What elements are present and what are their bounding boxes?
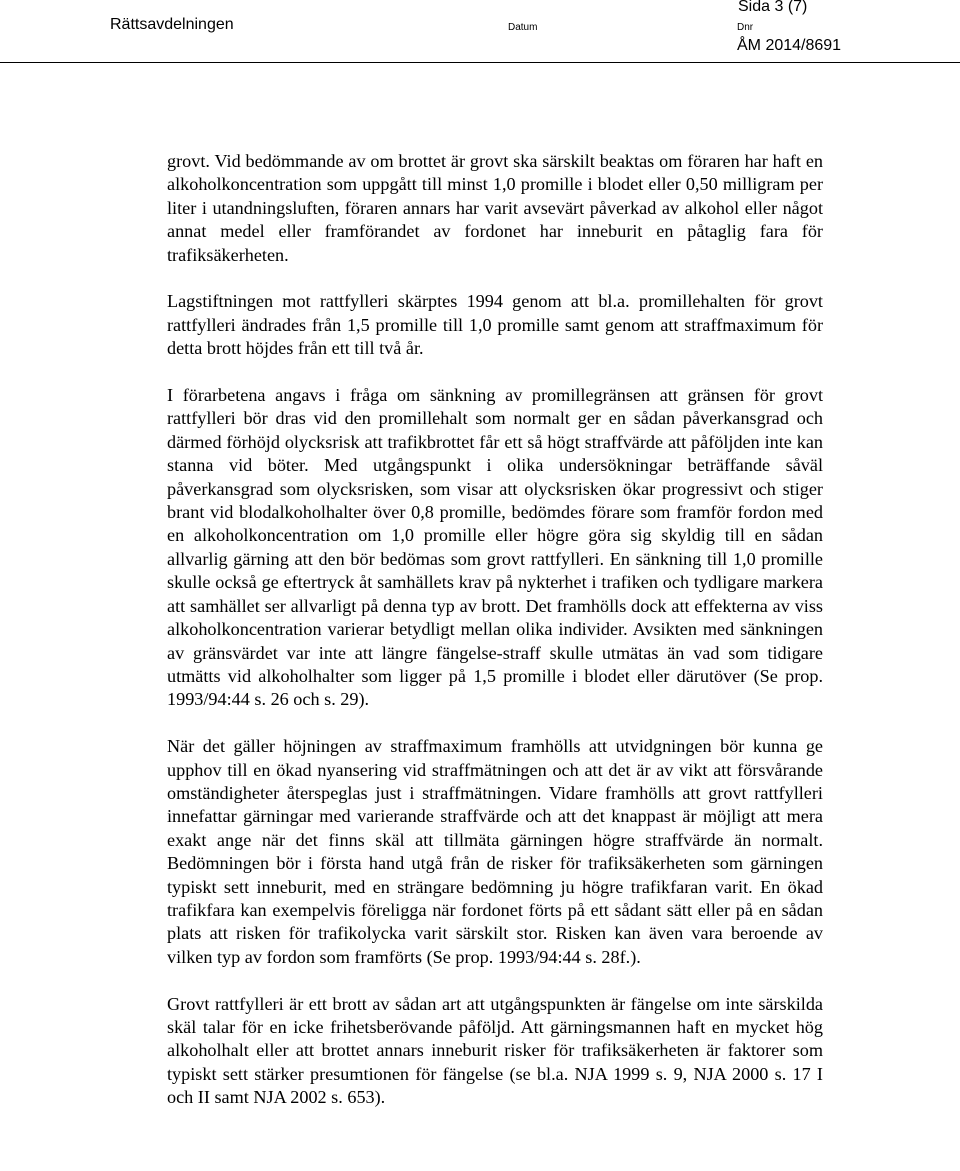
dnr-label: Dnr (737, 22, 754, 33)
page-header (0, 0, 960, 64)
paragraph-forarbeten-promillegrans: I förarbetena angavs i fråga om sänkning av promillegränsen att gränsen för grovt rattfylleri bör dras vid den promillehalt som normalt ger en sådan påverkansgrad och därmed förhöjd olycksrisk att trafikbrottet får ett så högt straffvärde att påföljden inte kan stanna vid böter. Med utgångspunkt i olika undersökningar beträffande såväl påverkansgrad som olycksrisken, som visar att olycksrisken ökar progressivt och stiger brant vid blodalkoholhalter över 0,8 promille, bedömdes förare som framför fordon med en alkoholkoncentration om 1,0 promille eller högre göra sig skyldig till en sådan allvarlig gärning att den bör bedömas som grovt rattfylleri. En sänkning till 1,0 promille skulle också ge eftertryck åt samhällets krav på nykterhet i trafiken och tydligare markera att samhället ser allvarligt på denna typ av brott. Det framhölls dock att effekterna av viss alkoholkoncentration varierar betydligt mellan olika individer. Avsikten med sänkningen av gränsvärdet var inte att längre fängelse-straff skulle utmätas än vad som tidigare utmätts vid alkoholhalter som ligger på 1,5 promille i blodet eller därutöver (Se prop. 1993/94:44 s. 26 och s. 29). (167, 385, 823, 710)
date-label: Datum (508, 22, 538, 33)
organization-name: Rättsavdelningen (110, 16, 234, 33)
header-divider (0, 62, 960, 63)
page-number: Sida 3 (7) (738, 0, 808, 15)
paragraph-lagstiftning-1994: Lagstiftningen mot rattfylleri skärptes 1994 genom att bl.a. promillehalten för grovt rattfylleri ändrades från 1,5 promille till 1,0 promille samt genom att straffmaximum för detta brott höjdes från ett till två år. (167, 291, 823, 359)
document-body (167, 150, 823, 1110)
paragraph-straffmaximum: När det gäller höjningen av straffmaximum framhölls att utvidgningen bör kunna ge upphov till en ökad nyansering vid straffmätningen och att det är av vikt att försvårande omständigheter återspeglas just i straffmätningen. Vidare framhölls att grovt rattfylleri innefattar gärningar med varierande straffvärde och att det knappast är möjligt att mera exakt ange när det finns skäl att tillmäta gärningen högre straffvärde än normalt. Bedömningen bör i första hand utgå från de risker för trafiksäkerheten som gärningen typiskt sett inneburit, med en strängare bedömning ju högre trafikfaran varit. En ökad trafikfara kan exempelvis föreligga när fordonet förts på ett sådant sätt eller på en sådan plats att risken för trafikolycka varit särskilt stor. Risken kan även vara beroende av vilken typ av fordon som framförts (Se prop. 1993/94:44 s. 28f.). (167, 736, 823, 967)
paragraph-fangelse-presumtion: Grovt rattfylleri är ett brott av sådan art att utgångspunkten är fängelse om inte särskilda skäl talar för en icke frihetsberövande påföljd. Att gärningsmannen haft en mycket hög alkoholhalt eller att brottet annars inneburit risker för trafiksäkerheten är faktorer som typiskt sett stärker presumtionen för fängelse (se bl.a. NJA 1999 s. 9, NJA 2000 s. 17 I och II samt NJA 2002 s. 653). (167, 993, 823, 1108)
paragraph-grovt-definition: grovt. Vid bedömmande av om brottet är grovt ska särskilt beaktas om föraren har haft en alkoholkoncentration som uppgått till minst 1,0 promille i blodet eller 0,50 milligram per liter i utandningsluften, föraren annars har varit avsevärt påverkad av alkohol eller något annat medel eller framförandet av fordonet har inneburit en påtaglig fara för trafiksäkerheten. (167, 151, 823, 265)
case-number: ÅM 2014/8691 (737, 37, 842, 54)
